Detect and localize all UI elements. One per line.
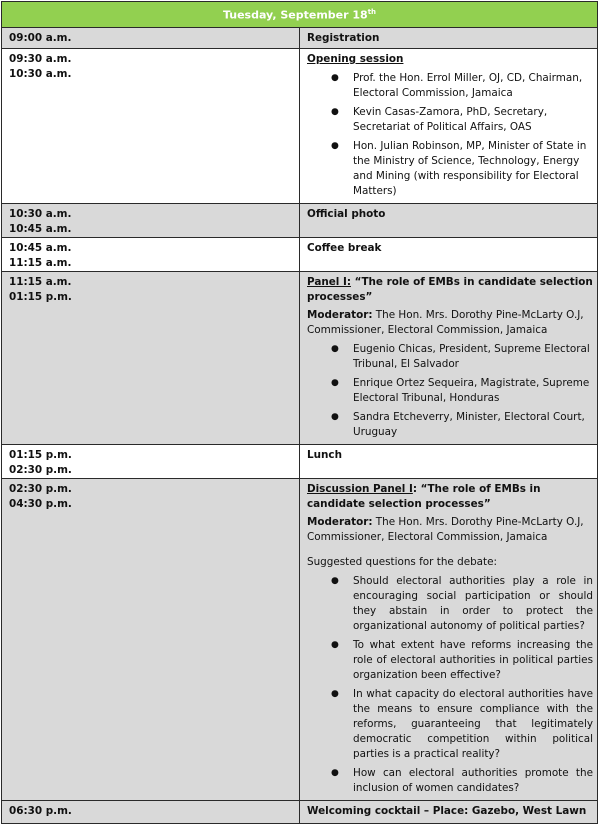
session-details bbox=[300, 49, 598, 204]
time-cell: 06:30 p.m. bbox=[2, 801, 300, 824]
session-title: Official photo bbox=[300, 204, 598, 238]
speaker-list bbox=[307, 342, 593, 440]
session-title: Opening session bbox=[307, 53, 404, 65]
session-title: Registration bbox=[300, 28, 598, 49]
session-title: Discussion Panel I: “The role of EMBs in candidate selection processes” bbox=[307, 483, 541, 510]
list-item: ● Sandra Etcheverry, Minister, Electoral Court, Uruguay bbox=[331, 411, 585, 438]
bullet-icon: ● bbox=[331, 768, 339, 778]
bullet-icon: ● bbox=[331, 640, 339, 650]
bullet-icon: ● bbox=[331, 576, 339, 586]
time-cell: 11:15 a.m. 01:15 p.m. bbox=[2, 272, 300, 445]
bullet-icon: ● bbox=[331, 378, 339, 388]
agenda-row-cocktail bbox=[2, 801, 598, 824]
session-title: Coffee break bbox=[300, 238, 598, 272]
list-item: ● Hon. Julian Robinson, MP, Minister of State in the Ministry of Science, Technology, Energy and Mining (with responsibility for Electoral Matters) bbox=[331, 140, 587, 197]
time-cell: 01:15 p.m. 02:30 p.m. bbox=[2, 445, 300, 479]
session-details bbox=[300, 272, 598, 445]
bullet-icon: ● bbox=[331, 141, 339, 151]
bullet-icon: ● bbox=[331, 107, 339, 117]
agenda-row-photo bbox=[2, 204, 598, 238]
session-details bbox=[300, 479, 598, 801]
list-item: ● To what extent have reforms increasing the role of electoral authorities in political parties organization been effective? bbox=[331, 639, 593, 681]
time-cell: 10:30 a.m. 10:45 a.m. bbox=[2, 204, 300, 238]
session-title: Lunch bbox=[300, 445, 598, 479]
agenda-row-registration bbox=[2, 28, 598, 49]
question-list bbox=[307, 574, 593, 796]
bullet-icon: ● bbox=[331, 689, 339, 699]
agenda-row-opening bbox=[2, 49, 598, 204]
moderator-line: Moderator: The Hon. Mrs. Dorothy Pine-McLarty O.J, Commissioner, Electoral Commission, Jamaica bbox=[307, 516, 584, 543]
time-cell: 09:30 a.m. 10:30 a.m. bbox=[2, 49, 300, 204]
speaker-list bbox=[307, 71, 593, 199]
agenda-row-panel-1 bbox=[2, 272, 598, 445]
bullet-icon: ● bbox=[331, 344, 339, 354]
moderator-line: Moderator: The Hon. Mrs. Dorothy Pine-McLarty O.J, Commissioner, Electoral Commission, Jamaica bbox=[307, 309, 584, 336]
time-cell: 09:00 a.m. bbox=[2, 28, 300, 49]
bullet-icon: ● bbox=[331, 73, 339, 83]
session-title: Panel I: “The role of EMBs in candidate selection processes” bbox=[307, 276, 593, 303]
list-item: ● Eugenio Chicas, President, Supreme Electoral Tribunal, El Salvador bbox=[331, 343, 590, 370]
agenda-row-lunch bbox=[2, 445, 598, 479]
agenda-date-header: Tuesday, September 18th bbox=[2, 2, 598, 28]
bullet-icon: ● bbox=[331, 412, 339, 422]
questions-intro: Suggested questions for the debate: bbox=[307, 556, 498, 568]
time-cell: 02:30 p.m. 04:30 p.m. bbox=[2, 479, 300, 801]
session-title: Welcoming cocktail – Place: Gazebo, West Lawn bbox=[300, 801, 598, 824]
time-cell: 10:45 a.m. 11:15 a.m. bbox=[2, 238, 300, 272]
list-item: ● In what capacity do electoral authorities have the means to ensure compliance with the reforms, guaranteeing that legitimately democratic competition within political parties is a practical reality? bbox=[331, 688, 593, 760]
agenda-header-row bbox=[2, 2, 598, 28]
agenda-table bbox=[1, 1, 598, 824]
list-item: ● Enrique Ortez Sequeira, Magistrate, Supreme Electoral Tribunal, Honduras bbox=[331, 377, 590, 404]
list-item: ● How can electoral authorities promote the inclusion of women candidates? bbox=[331, 767, 593, 794]
agenda-row-coffee bbox=[2, 238, 598, 272]
list-item: ● Should electoral authorities play a role in encouraging social participation or should they abstain in order to protect the organizational autonomy of political parties? bbox=[331, 575, 593, 632]
list-item: ● Prof. the Hon. Errol Miller, OJ, CD, Chairman, Electoral Commission, Jamaica bbox=[331, 72, 583, 99]
agenda-row-discussion bbox=[2, 479, 598, 801]
list-item: ● Kevin Casas-Zamora, PhD, Secretary, Secretariat of Political Affairs, OAS bbox=[331, 106, 548, 133]
